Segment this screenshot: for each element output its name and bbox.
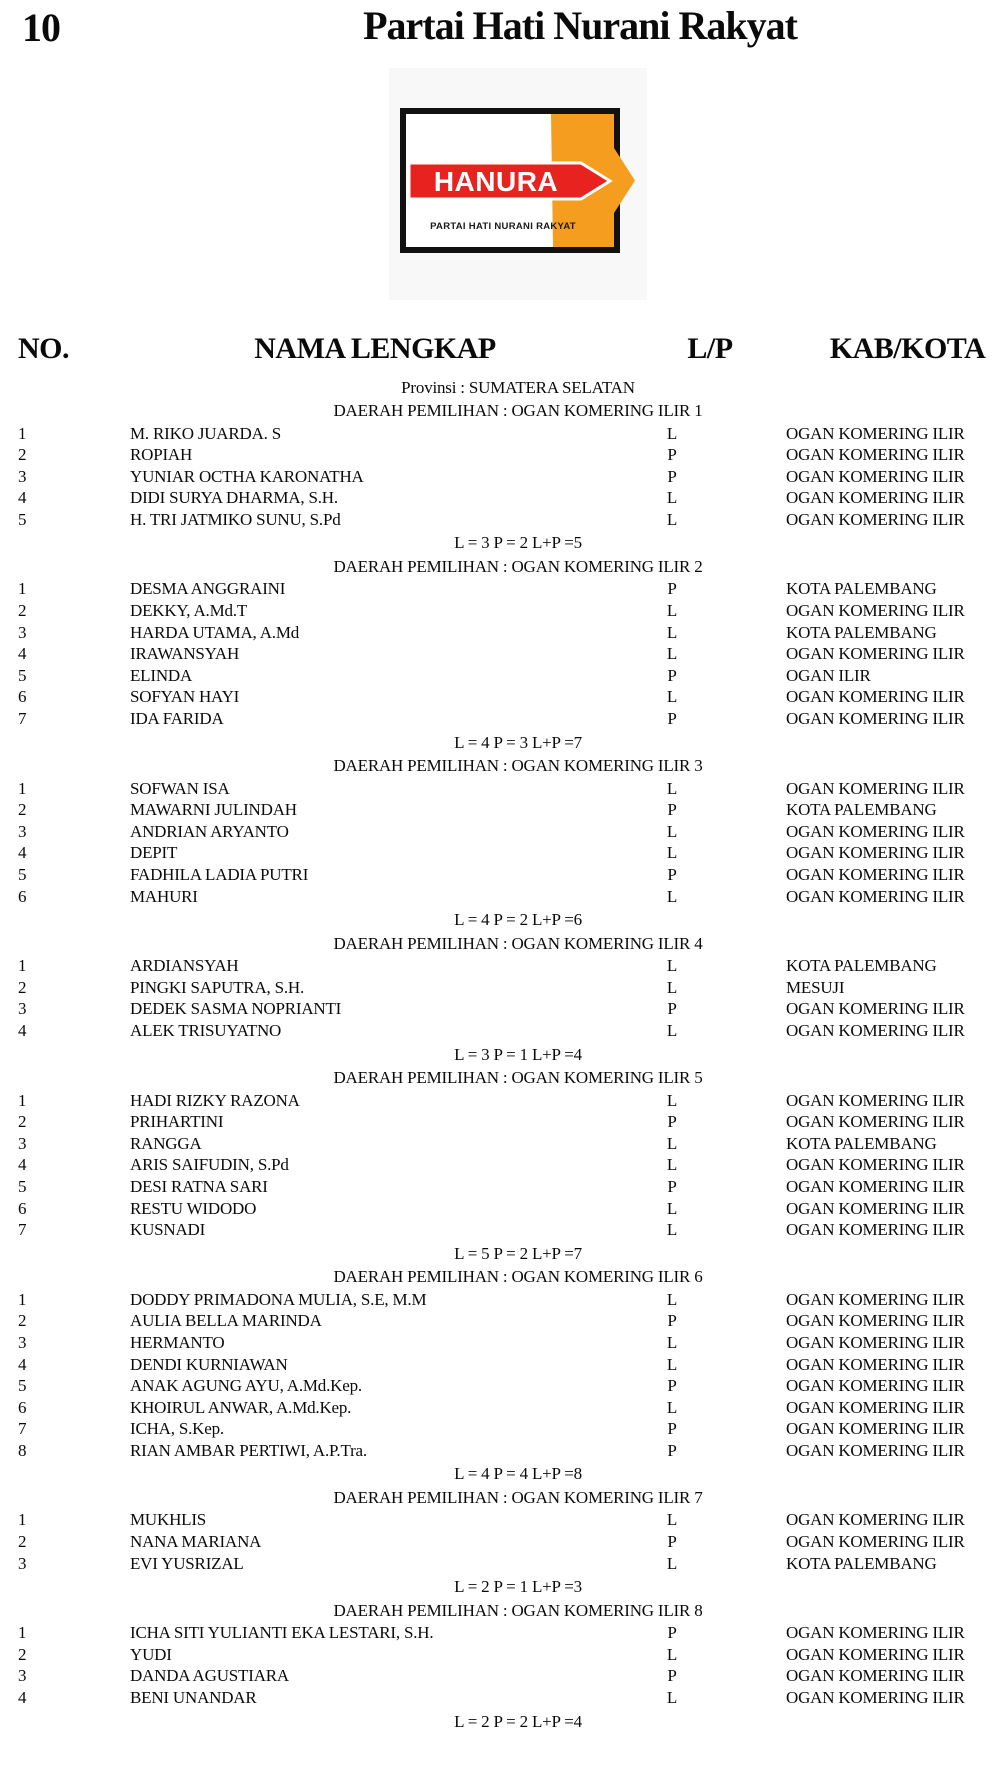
gender-cell: L (666, 1510, 678, 1530)
row-number: 1 (18, 1510, 27, 1530)
row-number: 7 (18, 709, 27, 729)
row-number: 7 (18, 1220, 27, 1240)
region-cell: OGAN KOMERING ILIR (786, 644, 965, 664)
row-number: 3 (18, 1666, 27, 1686)
table-row (0, 1531, 1000, 1553)
gender-cell: L (666, 1289, 678, 1309)
candidate-name: MAWARNI JULINDAH (130, 800, 297, 820)
row-number: 5 (18, 1176, 27, 1196)
gender-cell: P (667, 1623, 677, 1643)
row-number: 2 (18, 1112, 27, 1132)
table-row (0, 1622, 1000, 1644)
region-cell: OGAN ILIR (786, 665, 871, 685)
table-row (0, 1289, 1000, 1311)
gender-cell: L (666, 1688, 678, 1708)
region-cell: OGAN KOMERING ILIR (786, 999, 965, 1019)
gender-cell: P (667, 1311, 677, 1331)
section-title: DAERAH PEMILIHAN : OGAN KOMERING ILIR 4 (333, 933, 703, 953)
row-number: 6 (18, 687, 27, 707)
section-title: DAERAH PEMILIHAN : OGAN KOMERING ILIR 7 (333, 1487, 703, 1507)
table-row (0, 799, 1000, 821)
candidate-name: ROPIAH (130, 445, 193, 465)
section-summary: L = 5 P = 2 L+P =7 (454, 1243, 582, 1263)
table-row (0, 1665, 1000, 1687)
candidate-name: DANDA AGUSTIARA (130, 1666, 289, 1686)
section-summary: L = 3 P = 2 L+P =5 (454, 533, 582, 553)
row-number: 5 (18, 1376, 27, 1396)
region-cell: OGAN KOMERING ILIR (786, 687, 965, 707)
table-row (0, 686, 1000, 708)
table-row (0, 578, 1000, 600)
gender-cell: P (667, 466, 677, 486)
candidate-name: MAHURI (130, 886, 198, 906)
row-number: 2 (18, 1644, 27, 1664)
gender-cell: L (666, 622, 678, 642)
table-row (0, 466, 1000, 488)
row-number: 3 (18, 1332, 27, 1352)
region-cell: OGAN KOMERING ILIR (786, 1176, 965, 1196)
section-title: DAERAH PEMILIHAN : OGAN KOMERING ILIR 2 (333, 556, 703, 576)
table-row (0, 423, 1000, 445)
table-row (0, 864, 1000, 886)
column-header-name: NAMA LENGKAP (254, 332, 496, 365)
candidate-name: PRIHARTINI (130, 1112, 224, 1132)
region-cell: OGAN KOMERING ILIR (786, 445, 965, 465)
region-cell: OGAN KOMERING ILIR (786, 1688, 965, 1708)
table-row (0, 509, 1000, 531)
row-number: 4 (18, 1688, 27, 1708)
table-row (0, 1687, 1000, 1709)
region-cell: OGAN KOMERING ILIR (786, 1090, 965, 1110)
logo-backdrop (389, 68, 647, 300)
region-cell: OGAN KOMERING ILIR (786, 1532, 965, 1552)
candidate-name: KUSNADI (130, 1220, 206, 1240)
gender-cell: L (666, 687, 678, 707)
region-cell: OGAN KOMERING ILIR (786, 1354, 965, 1374)
table-row (0, 977, 1000, 999)
candidate-name: DESMA ANGGRAINI (130, 579, 286, 599)
candidate-name: RESTU WIDODO (130, 1198, 257, 1218)
section-title: DAERAH PEMILIHAN : OGAN KOMERING ILIR 5 (333, 1068, 703, 1088)
row-number: 1 (18, 1289, 27, 1309)
row-number: 1 (18, 956, 27, 976)
region-cell: OGAN KOMERING ILIR (786, 1376, 965, 1396)
candidate-name: RIAN AMBAR PERTIWI, A.P.Tra. (130, 1440, 367, 1460)
gender-cell: L (666, 1354, 678, 1374)
gender-cell: L (666, 1155, 678, 1175)
candidate-name: IRAWANSYAH (130, 644, 240, 664)
candidate-name: DEKKY, A.Md.T (130, 601, 248, 621)
section-title: DAERAH PEMILIHAN : OGAN KOMERING ILIR 6 (333, 1267, 703, 1287)
table-row (0, 1090, 1000, 1112)
province-line: Provinsi : SUMATERA SELATAN (401, 378, 635, 397)
region-cell: OGAN KOMERING ILIR (786, 1020, 965, 1040)
row-number: 8 (18, 1440, 27, 1460)
candidate-name: SOFWAN ISA (130, 778, 230, 798)
table-row (0, 1310, 1000, 1332)
row-number: 4 (18, 1155, 27, 1175)
row-number: 1 (18, 423, 27, 443)
candidate-name: FADHILA LADIA PUTRI (130, 865, 309, 884)
gender-cell: P (667, 1112, 677, 1132)
gender-cell: P (667, 665, 677, 685)
candidate-name: MUKHLIS (130, 1510, 207, 1530)
gender-cell: P (667, 1532, 677, 1552)
candidate-name: ALEK TRISUYATNO (130, 1020, 282, 1040)
candidate-name: RANGGA (130, 1133, 202, 1153)
candidate-name: SOFYAN HAYI (130, 687, 240, 707)
gender-cell: L (666, 1397, 678, 1417)
region-cell: OGAN KOMERING ILIR (786, 1397, 965, 1417)
table-row (0, 1440, 1000, 1462)
table-row (0, 1553, 1000, 1575)
region-cell: OGAN KOMERING ILIR (786, 1332, 965, 1352)
region-cell: OGAN KOMERING ILIR (786, 778, 965, 798)
hanura-party-logo-icon (400, 108, 636, 255)
gender-cell: L (666, 821, 678, 841)
row-number: 6 (18, 1397, 27, 1417)
gender-cell: L (666, 1553, 678, 1573)
region-cell: OGAN KOMERING ILIR (786, 843, 965, 863)
region-cell: OGAN KOMERING ILIR (786, 886, 965, 906)
gender-cell: P (667, 865, 677, 884)
row-number: 4 (18, 1354, 27, 1374)
table-row (0, 665, 1000, 687)
region-cell: OGAN KOMERING ILIR (786, 509, 965, 529)
row-number: 5 (18, 509, 27, 529)
table-row (0, 1111, 1000, 1133)
gender-cell: P (667, 579, 677, 599)
candidate-name: PINGKI SAPUTRA, S.H. (130, 977, 305, 997)
candidate-name: NANA MARIANA (130, 1532, 262, 1552)
column-header-no: NO. (18, 332, 69, 365)
gender-cell: P (667, 1440, 677, 1460)
table-row (0, 1509, 1000, 1531)
region-cell: OGAN KOMERING ILIR (786, 1666, 965, 1686)
row-number: 4 (18, 488, 27, 508)
table-row (0, 444, 1000, 466)
table-row (0, 1418, 1000, 1440)
row-number: 1 (18, 1090, 27, 1110)
row-number: 3 (18, 1133, 27, 1153)
candidate-name: DEDEK SASMA NOPRIANTI (130, 999, 342, 1019)
candidate-name: YUDI (130, 1644, 172, 1664)
gender-cell: L (666, 488, 678, 508)
region-cell: OGAN KOMERING ILIR (786, 1623, 965, 1643)
section-title: DAERAH PEMILIHAN : OGAN KOMERING ILIR 8 (333, 1600, 703, 1620)
table-row (0, 821, 1000, 843)
region-cell: KOTA PALEMBANG (786, 579, 937, 599)
party-number: 10 (22, 5, 60, 50)
candidate-name: ANDRIAN ARYANTO (130, 821, 289, 841)
table-row (0, 1133, 1000, 1155)
region-cell: OGAN KOMERING ILIR (786, 1440, 965, 1460)
row-number: 1 (18, 1623, 27, 1643)
column-header-lp: L/P (687, 332, 733, 365)
gender-cell: L (666, 1644, 678, 1664)
candidate-name: ELINDA (130, 665, 193, 685)
row-number: 2 (18, 601, 27, 621)
candidate-name: HERMANTO (130, 1332, 225, 1352)
gender-cell: L (666, 423, 678, 443)
table-row (0, 842, 1000, 864)
region-cell: OGAN KOMERING ILIR (786, 1419, 965, 1439)
table-row (0, 955, 1000, 977)
region-cell: OGAN KOMERING ILIR (786, 1311, 965, 1331)
candidate-name: DODDY PRIMADONA MULIA, S.E, M.M (130, 1289, 427, 1309)
row-number: 3 (18, 999, 27, 1019)
table-header-row (0, 332, 1000, 376)
region-cell: OGAN KOMERING ILIR (786, 709, 965, 729)
logo-text: HANURA (433, 166, 559, 197)
table-row (0, 886, 1000, 908)
gender-cell: L (666, 1220, 678, 1240)
row-number: 3 (18, 821, 27, 841)
candidate-name: ICHA, S.Kep. (130, 1419, 224, 1439)
table-row (0, 1644, 1000, 1666)
section-summary: L = 2 P = 2 L+P =4 (454, 1711, 582, 1731)
gender-cell: P (667, 1419, 677, 1439)
gender-cell: L (666, 843, 678, 863)
row-number: 1 (18, 579, 27, 599)
candidate-name: DESI RATNA SARI (130, 1176, 268, 1196)
gender-cell: L (666, 1020, 678, 1040)
region-cell: OGAN KOMERING ILIR (786, 865, 965, 884)
candidate-name: DIDI SURYA DHARMA, S.H. (130, 488, 338, 508)
table-row (0, 487, 1000, 509)
section-summary: L = 3 P = 1 L+P =4 (454, 1044, 582, 1064)
region-cell: KOTA PALEMBANG (786, 1553, 937, 1573)
region-cell: KOTA PALEMBANG (786, 1133, 937, 1153)
region-cell: OGAN KOMERING ILIR (786, 488, 965, 508)
candidate-name: DENDI KURNIAWAN (130, 1354, 288, 1374)
region-cell: OGAN KOMERING ILIR (786, 821, 965, 841)
region-cell: KOTA PALEMBANG (786, 956, 937, 976)
row-number: 3 (18, 1553, 27, 1573)
region-cell: OGAN KOMERING ILIR (786, 1220, 965, 1240)
row-number: 4 (18, 1020, 27, 1040)
candidate-name: IDA FARIDA (130, 709, 224, 729)
table-row (0, 708, 1000, 730)
row-number: 3 (18, 622, 27, 642)
row-number: 2 (18, 1311, 27, 1331)
row-number: 2 (18, 977, 27, 997)
column-header-kab: KAB/KOTA (829, 332, 986, 365)
candidate-name: HADI RIZKY RAZONA (130, 1090, 300, 1110)
section-summary: L = 4 P = 2 L+P =6 (454, 910, 582, 930)
candidate-name: ARIS SAIFUDIN, S.Pd (130, 1155, 289, 1175)
row-number: 4 (18, 843, 27, 863)
table-row (0, 1332, 1000, 1354)
gender-cell: L (666, 1198, 678, 1218)
region-cell: OGAN KOMERING ILIR (786, 423, 965, 443)
gender-cell: P (667, 1176, 677, 1196)
row-number: 7 (18, 1419, 27, 1439)
region-cell: OGAN KOMERING ILIR (786, 1112, 965, 1132)
region-cell: OGAN KOMERING ILIR (786, 1155, 965, 1175)
table-row (0, 1219, 1000, 1241)
gender-cell: L (666, 601, 678, 621)
gender-cell: L (666, 509, 678, 529)
gender-cell: P (667, 709, 677, 729)
row-number: 5 (18, 865, 27, 884)
row-number: 6 (18, 886, 27, 906)
section-summary: L = 4 P = 4 L+P =8 (454, 1464, 582, 1484)
region-cell: MESUJI (786, 977, 845, 997)
region-cell: OGAN KOMERING ILIR (786, 1289, 965, 1309)
row-number: 5 (18, 665, 27, 685)
table-row (0, 622, 1000, 644)
page-title: Partai Hati Nurani Rakyat (363, 3, 797, 48)
gender-cell: L (666, 1332, 678, 1352)
table-row (0, 600, 1000, 622)
candidate-name: DEPIT (130, 843, 178, 863)
gender-cell: P (667, 800, 677, 820)
candidate-name: HARDA UTAMA, A.Md (130, 622, 300, 642)
table-row (0, 778, 1000, 800)
row-number: 2 (18, 445, 27, 465)
gender-cell: L (666, 644, 678, 664)
table-row (0, 1198, 1000, 1220)
gender-cell: L (666, 977, 678, 997)
logo-subtext: PARTAI HATI NURANI RAKYAT (430, 221, 576, 232)
region-cell: OGAN KOMERING ILIR (786, 1510, 965, 1530)
table-row (0, 1176, 1000, 1198)
table-body (0, 376, 1000, 1733)
row-number: 1 (18, 778, 27, 798)
gender-cell: P (667, 1666, 677, 1686)
row-number: 3 (18, 466, 27, 486)
row-number: 4 (18, 644, 27, 664)
table-row (0, 643, 1000, 665)
region-cell: OGAN KOMERING ILIR (786, 1644, 965, 1664)
region-cell: OGAN KOMERING ILIR (786, 601, 965, 621)
gender-cell: L (666, 1133, 678, 1153)
candidate-name: BENI UNANDAR (130, 1688, 257, 1708)
section-title: DAERAH PEMILIHAN : OGAN KOMERING ILIR 3 (333, 756, 703, 776)
row-number: 2 (18, 800, 27, 820)
section-summary: L = 2 P = 1 L+P =3 (454, 1577, 582, 1597)
gender-cell: L (666, 778, 678, 798)
table-row (0, 1154, 1000, 1176)
candidate-name: EVI YUSRIZAL (130, 1553, 244, 1573)
gender-cell: L (666, 1090, 678, 1110)
gender-cell: P (667, 445, 677, 465)
candidate-name: ARDIANSYAH (130, 956, 239, 976)
candidate-name: KHOIRUL ANWAR, A.Md.Kep. (130, 1397, 352, 1417)
gender-cell: L (666, 886, 678, 906)
section-summary: L = 4 P = 3 L+P =7 (454, 732, 582, 752)
region-cell: KOTA PALEMBANG (786, 622, 937, 642)
region-cell: OGAN KOMERING ILIR (786, 1198, 965, 1218)
region-cell: OGAN KOMERING ILIR (786, 466, 965, 486)
region-cell: KOTA PALEMBANG (786, 800, 937, 820)
gender-cell: P (667, 1376, 677, 1396)
sections (0, 399, 1000, 1733)
table-row (0, 1375, 1000, 1397)
candidate-name: AULIA BELLA MARINDA (130, 1311, 322, 1331)
gender-cell: P (667, 999, 677, 1019)
table-row (0, 1397, 1000, 1419)
candidate-name: H. TRI JATMIKO SUNU, S.Pd (130, 509, 341, 529)
section-title: DAERAH PEMILIHAN : OGAN KOMERING ILIR 1 (333, 401, 703, 420)
candidate-name: ANAK AGUNG AYU, A.Md.Kep. (130, 1376, 362, 1396)
candidate-name: M. RIKO JUARDA. S (130, 423, 282, 443)
gender-cell: L (666, 956, 678, 976)
table-row (0, 1020, 1000, 1042)
candidate-name: YUNIAR OCTHA KARONATHA (130, 466, 364, 486)
row-number: 6 (18, 1198, 27, 1218)
table-row (0, 998, 1000, 1020)
candidate-name: ICHA SITI YULIANTI EKA LESTARI, S.H. (130, 1623, 434, 1643)
row-number: 2 (18, 1532, 27, 1552)
table-row (0, 1354, 1000, 1376)
